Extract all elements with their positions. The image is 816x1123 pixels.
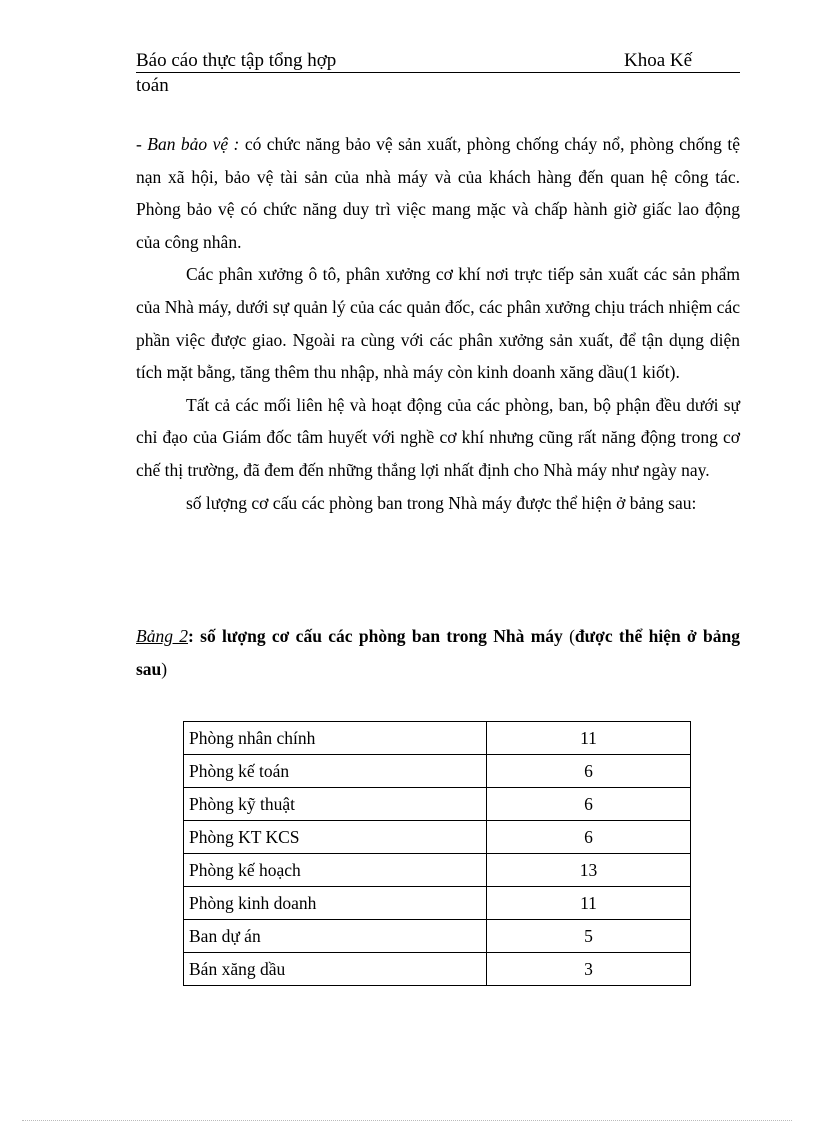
department-name-cell: Phòng kỹ thuật [184, 788, 487, 821]
paragraph-workshops: Các phân xưởng ô tô, phân xưởng cơ khí nơi trực tiếp sản xuất các sản phẩm của Nhà máy, dưới sự quản lý của các quản đốc, các phân xưởng chịu trách nhiệm các phần việc được giao. Ngoài ra cùng với các phân xưởng sản xuất, để tận dụng diện tích mặt bằng, tăng thêm thu nhập, nhà máy còn kinh doanh xăng dầu(1 kiốt). [136, 264, 740, 383]
department-name-cell: Phòng KT KCS [184, 821, 487, 854]
staff-count-cell: 11 [487, 722, 691, 755]
caption-text: : số lượng cơ cấu các phòng ban trong Nhà máy [188, 626, 570, 646]
table-row [184, 755, 691, 788]
department-name-cell: Phòng kế hoạch [184, 854, 487, 887]
department-name-cell: Ban dự án [184, 920, 487, 953]
header-department-continued: toán [136, 75, 169, 96]
header-department: Khoa Kế [624, 50, 693, 71]
security-label: - Ban bảo vệ : [136, 134, 240, 154]
department-name-cell: Phòng kế toán [184, 755, 487, 788]
staff-count-cell: 6 [487, 788, 691, 821]
department-name-cell: Bán xăng dầu [184, 953, 487, 986]
header-rule [136, 72, 740, 73]
security-text: có chức năng bảo vệ sản xuất, phòng chống cháy nổ, phòng chống tệ nạn xã hội, bảo vệ tài sản của nhà máy và của khách hàng đến quan hệ công tác. Phòng bảo vệ có chức năng duy trì việc mang mặc và chấp hành giờ giấc lao động của công nhân. [136, 134, 740, 252]
table-caption [136, 620, 740, 685]
table-row [184, 887, 691, 920]
table-row [184, 821, 691, 854]
staff-count-cell: 3 [487, 953, 691, 986]
body-text [136, 128, 740, 519]
staff-count-cell: 13 [487, 854, 691, 887]
header-title: Báo cáo thực tập tổng hợp [136, 50, 337, 71]
footer-dotted-line [22, 1120, 792, 1121]
table-row [184, 722, 691, 755]
department-name-cell: Phòng kinh doanh [184, 887, 487, 920]
staff-count-cell: 6 [487, 755, 691, 788]
caption-paren-open: ( [569, 626, 575, 646]
caption-label: Bảng 2 [136, 626, 189, 646]
department-name-cell: Phòng nhân chính [184, 722, 487, 755]
table-row [184, 920, 691, 953]
staff-count-cell: 11 [487, 887, 691, 920]
caption-text-2: được thể hiện ở bảng sau [136, 626, 740, 679]
paragraph-relations: Tất cả các mối liên hệ và hoạt động của các phòng, ban, bộ phận đều dưới sự chỉ đạo của Giám đốc tâm huyết với nghề cơ khí nhưng cũng rất năng động trong cơ chế thị trường, đã đem đến những thắng lợi nhất định cho Nhà máy như ngày nay. [136, 394, 740, 480]
department-table [183, 721, 691, 986]
staff-count-cell: 6 [487, 821, 691, 854]
table-row [184, 953, 691, 986]
paragraph-security [136, 128, 740, 258]
paragraph-table-intro: số lượng cơ cấu các phòng ban trong Nhà máy được thể hiện ở bảng sau: [186, 492, 697, 513]
caption-paren-close: ) [161, 658, 168, 679]
table-row [184, 854, 691, 887]
table-row [184, 788, 691, 821]
staff-count-cell: 5 [487, 920, 691, 953]
